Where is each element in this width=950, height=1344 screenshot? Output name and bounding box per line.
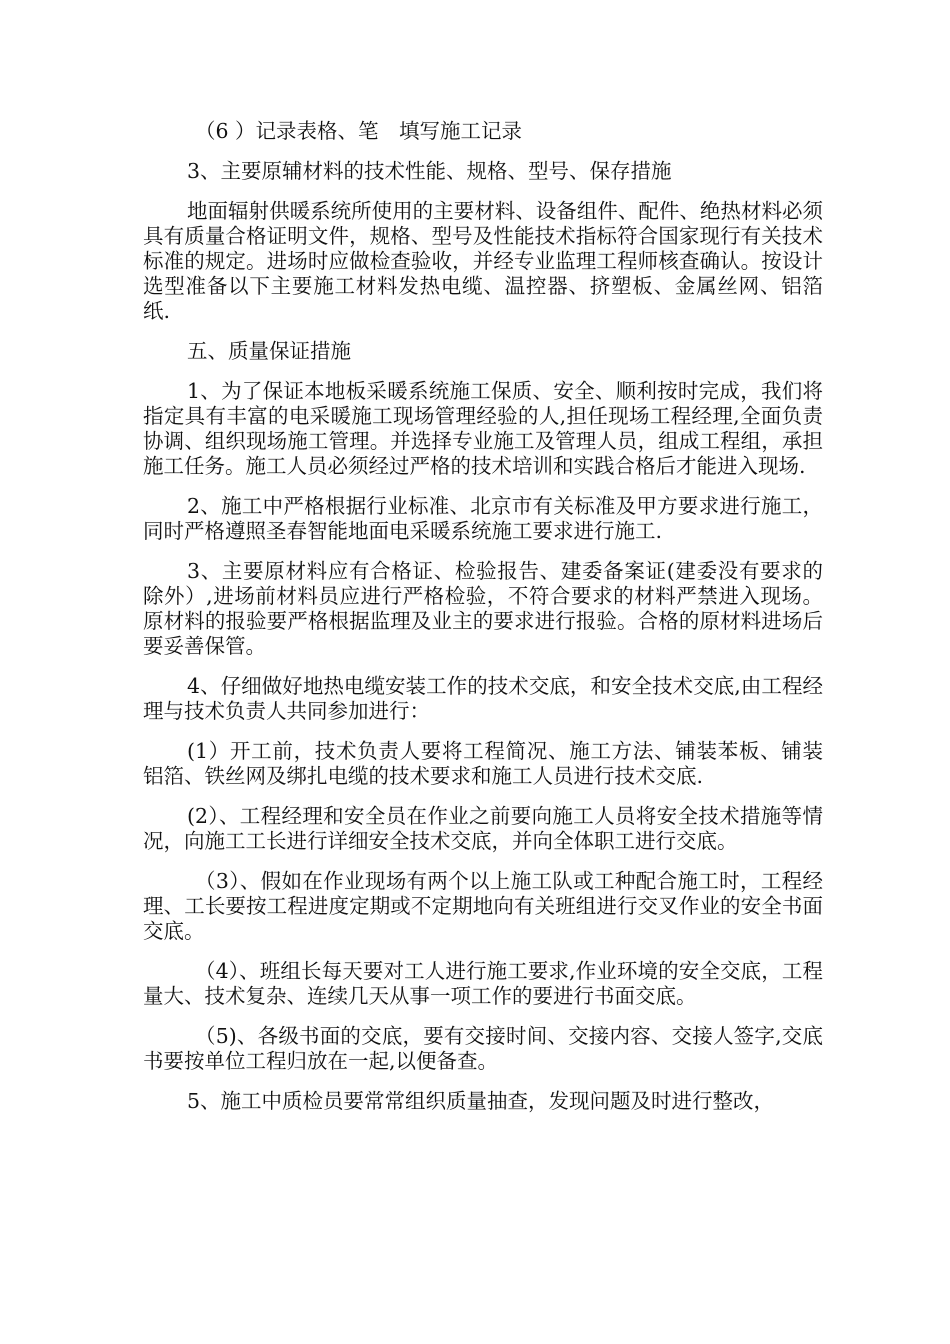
paragraph-subitem-2: (2）、工程经理和安全员在作业之前要向施工人员将安全技术措施等情况，向施工工长进行详细安全技术交底，并向全体职工进行交底。 [143, 804, 823, 853]
paragraph-quality-item-1: 1、为了保证本地板采暖系统施工保质、安全、顺利按时完成，我们将指定具有丰富的电采暖施工现场管理经验的人,担任现场工程经理,全面负责协调、组织现场施工管理。并选择专业施工及管理人员，组成工程组，承担施工任务。施工人员必须经过严格的技术培训和实践合格后才能进入现场. [143, 379, 823, 478]
paragraph-subitem-3: （3）、假如在作业现场有两个以上施工队或工种配合施工时，工程经理、工长要按工程进度定期或不定期地向有关班组进行交叉作业的安全书面交底。 [143, 869, 823, 943]
paragraph-quality-item-2: 2、施工中严格根据行业标准、北京市有关标准及甲方要求进行施工，同时严格遵照圣春智能地面电采暖系统施工要求进行施工. [143, 494, 823, 543]
paragraph-materials-body: 地面辐射供暖系统所使用的主要材料、设备组件、配件、绝热材料必须具有质量合格证明文件，规格、型号及性能技术指标符合国家现行有关技术标准的规定。进场时应做检查验收，并经专业监理工程师核查确认。按设计选型准备以下主要施工材料发热电缆、温控器、挤塑板、金属丝网、铝箔纸. [143, 199, 823, 323]
paragraph-quality-item-3: 3、主要原材料应有合格证、检验报告、建委备案证(建委没有要求的除外）,进场前材料员应进行严格检验，不符合要求的材料严禁进入现场。原材料的报验要严格根据监理及业主的要求进行报验。合格的原材料进场后要妥善保管。 [143, 559, 823, 658]
section-heading-quality-assurance: 五、质量保证措施 [187, 339, 351, 363]
paragraph-recording-tools: （6 ）记录表格、笔 填写施工记录 [195, 119, 523, 143]
paragraph-subitem-5: （5)、各级书面的交底，要有交接时间、交接内容、交接人签字,交底书要按单位工程归放在一起,以便备查。 [143, 1024, 823, 1073]
paragraph-subitem-4: （4）、班组长每天要对工人进行施工要求,作业环境的安全交底，工程量大、技术复杂、连续几天从事一项工作的要进行书面交底。 [143, 959, 823, 1008]
document-body [143, 119, 823, 1129]
paragraph-materials-heading: 3、主要原辅材料的技术性能、规格、型号、保存措施 [187, 159, 672, 183]
paragraph-subitem-1: (1）开工前，技术负责人要将工程简况、施工方法、铺装苯板、铺装铝箔、铁丝网及绑扎电缆的技术要求和施工人员进行技术交底. [143, 739, 823, 788]
paragraph-quality-item-5: 5、施工中质检员要常常组织质量抽查，发现问题及时进行整改， [187, 1089, 775, 1113]
paragraph-quality-item-4: 4、仔细做好地热电缆安装工作的技术交底，和安全技术交底,由工程经理与技术负责人共同参加进行： [143, 674, 823, 723]
